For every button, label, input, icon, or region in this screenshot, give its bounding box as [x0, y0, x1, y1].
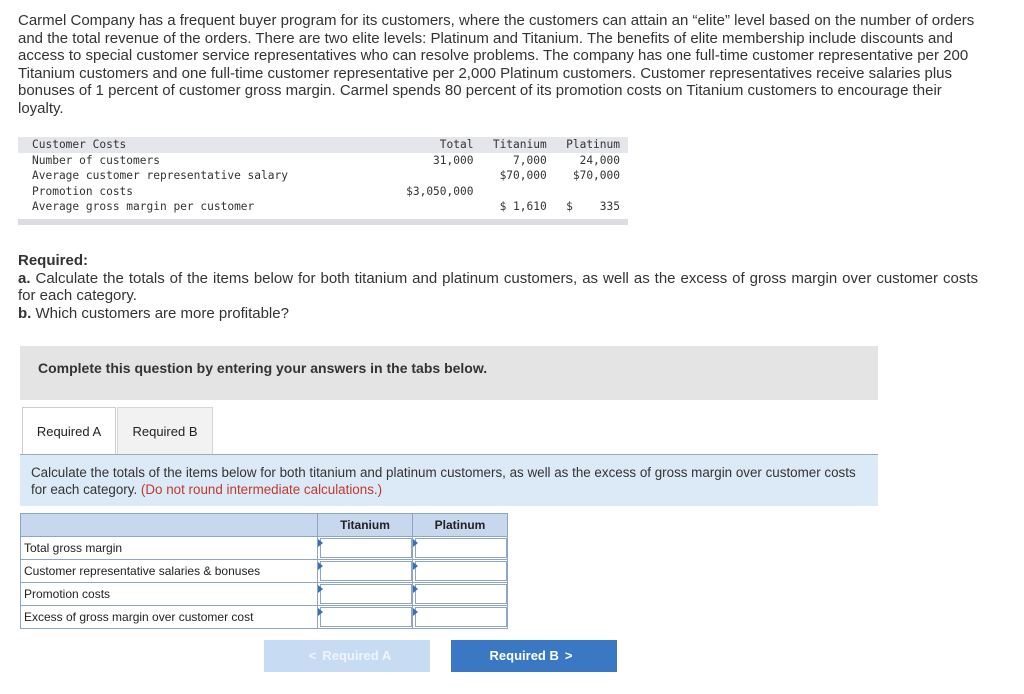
required-heading: Required:: [18, 252, 89, 269]
row-platinum: [547, 184, 628, 200]
row-label: Promotion costs: [32, 184, 134, 198]
chevron-right-icon: >: [564, 648, 573, 663]
answer-cell: [318, 560, 413, 583]
tab-instruction: [20, 455, 878, 506]
row-titanium: [473, 184, 546, 200]
row-total: 31,000: [433, 153, 474, 167]
tab-instruction-text: [31, 465, 871, 498]
required-b: [18, 305, 978, 323]
prev-required-a-button[interactable]: [264, 640, 430, 672]
header-titanium: Titanium: [473, 137, 546, 153]
answer-cell: [318, 537, 413, 560]
header-total: Total: [359, 137, 473, 153]
required-b-text: Which customers are more profitable?: [31, 304, 289, 322]
platinum-gross-margin-input[interactable]: [415, 538, 507, 558]
answer-header-platinum: Platinum: [413, 514, 508, 537]
input-marker-icon: [413, 539, 418, 547]
prev-button-label: Required A: [322, 648, 392, 663]
customer-costs-table: [18, 137, 628, 225]
header-customer-costs: Customer Costs: [18, 137, 359, 153]
answer-cell: [318, 606, 413, 629]
input-marker-icon: [318, 539, 323, 547]
row-total: $3,050,000: [406, 184, 474, 198]
required-b-label: b.: [18, 304, 32, 322]
table-row: [21, 606, 508, 629]
row-label: Average gross margin per customer: [32, 200, 255, 214]
input-marker-icon: [413, 608, 418, 616]
answer-table: [20, 513, 508, 629]
titanium-salaries-input[interactable]: [320, 561, 412, 581]
answer-cell: [413, 537, 508, 560]
next-button-label: Required B: [489, 648, 559, 663]
input-marker-icon: [318, 608, 323, 616]
input-marker-icon: [318, 562, 323, 570]
row-titanium: 7,000: [513, 153, 547, 167]
answer-header-blank: [21, 514, 318, 537]
answer-row-label: Excess of gross margin over customer cost: [21, 606, 318, 629]
required-a: [18, 270, 978, 305]
answer-header-row: [21, 514, 508, 537]
table-row: [21, 560, 508, 583]
titanium-excess-input[interactable]: [320, 607, 412, 627]
row-total: [359, 199, 473, 215]
table-row: [18, 184, 628, 200]
input-marker-icon: [413, 585, 418, 593]
row-platinum: $ 335: [566, 200, 620, 214]
row-titanium: $70,000: [499, 169, 547, 183]
row-platinum: 24,000: [579, 153, 620, 167]
platinum-salaries-input[interactable]: [415, 561, 507, 581]
table-row: [18, 153, 628, 169]
table-row: [21, 583, 508, 606]
chevron-left-icon: <: [308, 648, 317, 663]
answer-row-label: Promotion costs: [21, 583, 318, 606]
tab-required-a[interactable]: Required A: [22, 407, 116, 456]
titanium-promotion-input[interactable]: [320, 584, 412, 604]
answer-header-titanium: Titanium: [318, 514, 413, 537]
platinum-promotion-input[interactable]: [415, 584, 507, 604]
input-marker-icon: [318, 585, 323, 593]
table-row: [21, 537, 508, 560]
row-platinum: $70,000: [572, 169, 620, 183]
answer-row-label: Customer representative salaries & bonuses: [21, 560, 318, 583]
instruction-banner: [20, 346, 878, 400]
customer-costs-header-row: [18, 137, 628, 153]
tab-instruction-main: Calculate the totals of the items below for both titanium and platinum customers, as well as the excess of gross margin over customer costs for each category.: [31, 465, 856, 497]
platinum-excess-input[interactable]: [415, 607, 507, 627]
row-total: [359, 168, 473, 184]
required-a-label: a.: [18, 269, 31, 287]
problem-intro: Carmel Company has a frequent buyer program for its customers, where the customers can attain an “elite” level based on the number of orders and the total revenue of the orders. There are two elite levels: Platinum and Titanium. The benefits of elite membership include discounts and access to special customer service representatives who can resolve problems. The company has one full-time customer representative per 200 Titanium customers and one full-time customer representative per 2,000 Platinum customers. Customer representatives receive salaries plus bonuses of 1 percent of customer gross margin. Carmel spends 80 percent of its promotion costs on Titanium customers to encourage their loyalty.: [18, 12, 975, 117]
table-footer-bar: [18, 219, 628, 225]
row-label: Average customer representative salary: [32, 169, 288, 183]
titanium-gross-margin-input[interactable]: [320, 538, 412, 558]
answer-row-label: Total gross margin: [21, 537, 318, 560]
table-row: [18, 199, 628, 215]
answer-cell: [413, 583, 508, 606]
row-titanium: $ 1,610: [499, 200, 547, 214]
answer-cell: [318, 583, 413, 606]
header-platinum: Platinum: [547, 137, 628, 153]
rounding-note: (Do not round intermediate calculations.): [140, 481, 383, 497]
required-section: [18, 252, 978, 322]
table-row: [18, 168, 628, 184]
tab-required-b[interactable]: Required B: [117, 407, 213, 455]
row-label: Number of customers: [32, 153, 160, 167]
answer-cell: [413, 560, 508, 583]
answer-cell: [413, 606, 508, 629]
input-marker-icon: [413, 562, 418, 570]
required-a-text: Calculate the totals of the items below for both titanium and platinum customers, as well as the excess of gross margin over customer costs for each category.: [18, 269, 978, 305]
next-required-b-button[interactable]: [451, 640, 617, 672]
instruction-banner-text: Complete this question by entering your answers in the tabs below.: [38, 360, 488, 376]
